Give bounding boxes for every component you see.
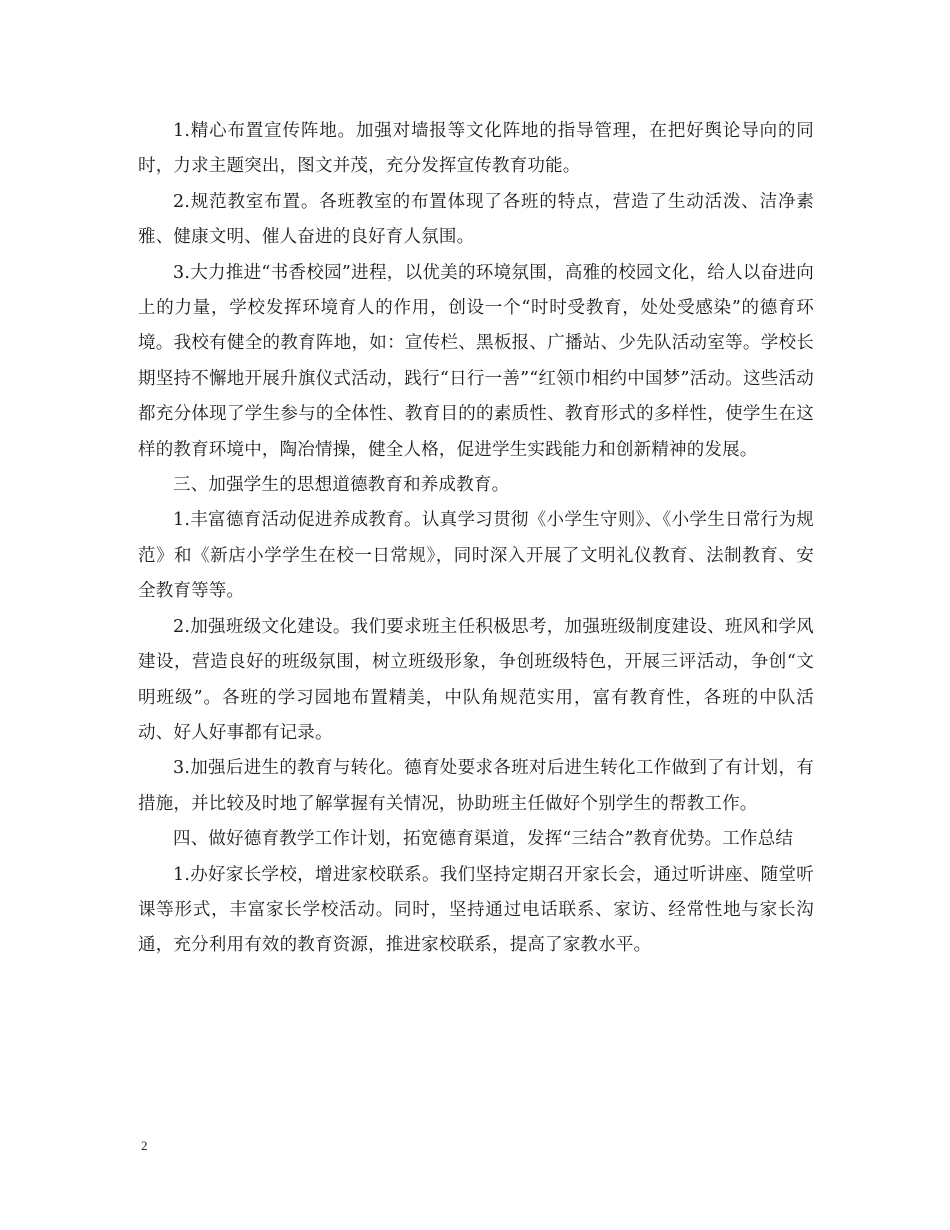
paragraph-6: 2.加强班级文化建设。我们要求班主任积极思考，加强班级制度建设、班风和学风建设，营造良好的班级氛围，树立班级形象，争创班级特色，开展三评活动，争创“文明班级”。各班的学习园地布置精美，中队角规范实用，富有教育性，各班的中队活动、好人好事都有记录。 <box>138 616 814 743</box>
section-heading-4: 四、做好德育教学工作计划，拓宽德育渠道，发挥“三结合”教育优势。工作总结 <box>173 829 794 850</box>
section-heading-3: 三、加强学生的思想道德教育和养成教育。 <box>173 475 510 496</box>
paragraph-2: 2.规范教室布置。各班教室的布置体现了各班的特点，营造了生动活泼、洁净素雅、健康文明、催人奋进的良好育人氛围。 <box>138 191 814 248</box>
paragraph-1: 1.精心布置宣传阵地。加强对墙报等文化阵地的指导管理，在把好舆论导向的同时，力求主题突出，图文并茂，充分发挥宣传教育功能。 <box>138 121 814 177</box>
document-body <box>138 114 814 964</box>
paragraph-5: 1.丰富德育活动促进养成教育。认真学习贯彻《小学生守则》、《小学生日常行为规范》和《新店小学学生在校一日常规》，同时深入开展了文明礼仪教育、法制教育、安全教育等等。 <box>138 510 814 602</box>
paragraph-3: 3.大力推进“书香校园”进程，以优美的环境氛围，高雅的校园文化，给人以奋进向上的力量，学校发挥环境育人的作用，创设一个“时时受教育，处处受感染”的德育环境。我校有健全的教育阵地，如：宣传栏、黑板报、广播站、少先队活动室等。学校长期坚持不懈地开展升旗仪式活动，践行“日行一善”“红领巾相约中国梦”活动。这些活动都充分体现了学生参与的全体性、教育目的的素质性、教育形式的多样性，使学生在这样的教育环境中，陶冶情操，健全人格，促进学生实践能力和创新精神的发展。 <box>138 262 814 460</box>
page-number: 2 <box>141 1138 148 1153</box>
paragraph-9: 1.办好家长学校，增进家校联系。我们坚持定期召开家长会，通过听讲座、随堂听课等形式，丰富家长学校活动。同时，坚持通过电话联系、家访、经常性地与家长沟通，充分利用有效的教育资源，推进家校联系，提高了家教水平。 <box>138 864 814 956</box>
paragraph-7: 3.加强后进生的教育与转化。德育处要求各班对后进生转化工作做到了有计划，有措施，并比较及时地了解掌握有关情况，协助班主任做好个别学生的帮教工作。 <box>138 758 814 814</box>
